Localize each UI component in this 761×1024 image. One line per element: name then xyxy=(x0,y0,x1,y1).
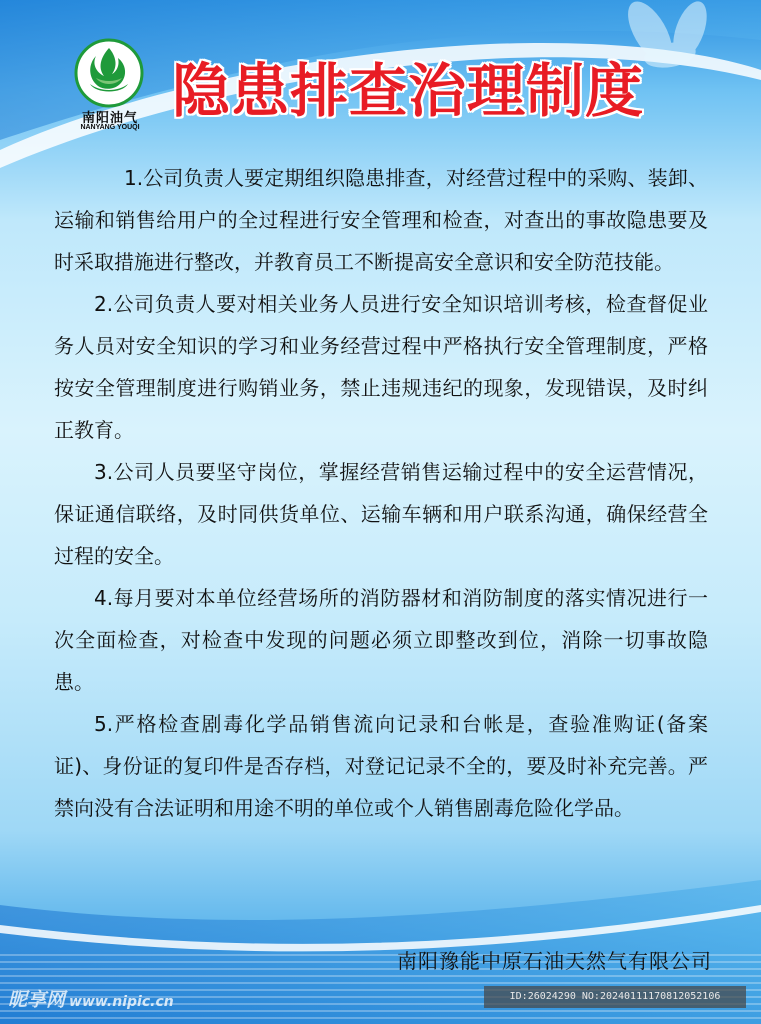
rule-item: 2.公司负责人要对相关业务人员进行安全知识培训考核，检查督促业务人员对安全知识的学习和业务经营过程中严格执行安全管理制度，严格按安全管理制度进行购销业务，禁止违规违纪的现象，发现错误，及时纠正教育。 xyxy=(54,292,708,442)
logo-name-en: NANYANG YOUQI xyxy=(80,124,140,131)
watermark-brand xyxy=(8,985,174,1012)
company-name: 南阳豫能中原石油天然气有限公司 xyxy=(397,949,712,973)
rule-item: 5.严格检查剧毒化学品销售流向记录和台帐是，查验准购证(备案证)、身份证的复印件是否存档，对登记记录不全的，要及时补充完善。严禁向没有合法证明和用途不明的单位或个人销售剧毒危险化学品。 xyxy=(54,712,708,820)
logo-name-cn: 南阳油气 xyxy=(81,111,138,126)
rule-item: 4.每月要对本单位经营场所的消防器材和消防制度的落实情况进行一次全面检查，对检查中发现的问题必须立即整改到位，消除一切事故隐患。 xyxy=(54,586,708,694)
green-flame-emblem-icon xyxy=(74,38,144,108)
rule-item: 3.公司人员要坚守岗位，掌握经营销售运输过程中的安全运营情况，保证通信联络，及时同供货单位、运输车辆和用户联系沟通，确保经营全过程的安全。 xyxy=(54,460,708,568)
watermark-url: www.nipic.cn xyxy=(69,994,174,1010)
page-title: 隐患排查治理制度 xyxy=(172,57,645,125)
rules-list xyxy=(54,157,708,829)
watermark-brand-name: 昵享网 xyxy=(8,989,66,1011)
watermark-id: ID:26024290 NO:20240111170812052106 xyxy=(484,986,746,1008)
rule-item: 1.公司负责人要定期组织隐患排查，对经营过程中的采购、装卸、运输和销售给用户的全过程进行安全管理和检查，对查出的事故隐患要及时采取措施进行整改，并教育员工不断提高安全意识和安全防范技能。 xyxy=(54,166,708,274)
